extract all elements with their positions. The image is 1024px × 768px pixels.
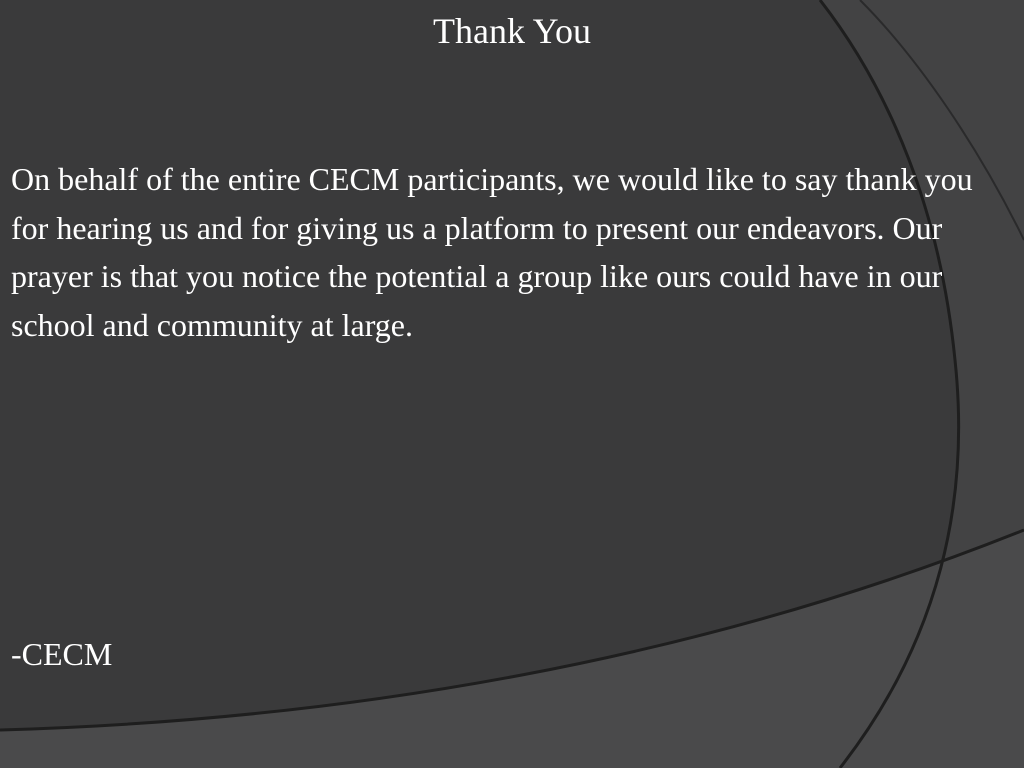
slide-body-text: On behalf of the entire CECM participants, we would like to say thank you for hearing us and for giving us a platform to present our endeavors. Our prayer is that you notice the potential a group like ours could have in our school and community at large. xyxy=(11,161,973,343)
bottom-arc-panel xyxy=(0,530,1024,768)
slide-signature: -CECM xyxy=(11,636,113,672)
slide-title: Thank You xyxy=(432,11,592,51)
